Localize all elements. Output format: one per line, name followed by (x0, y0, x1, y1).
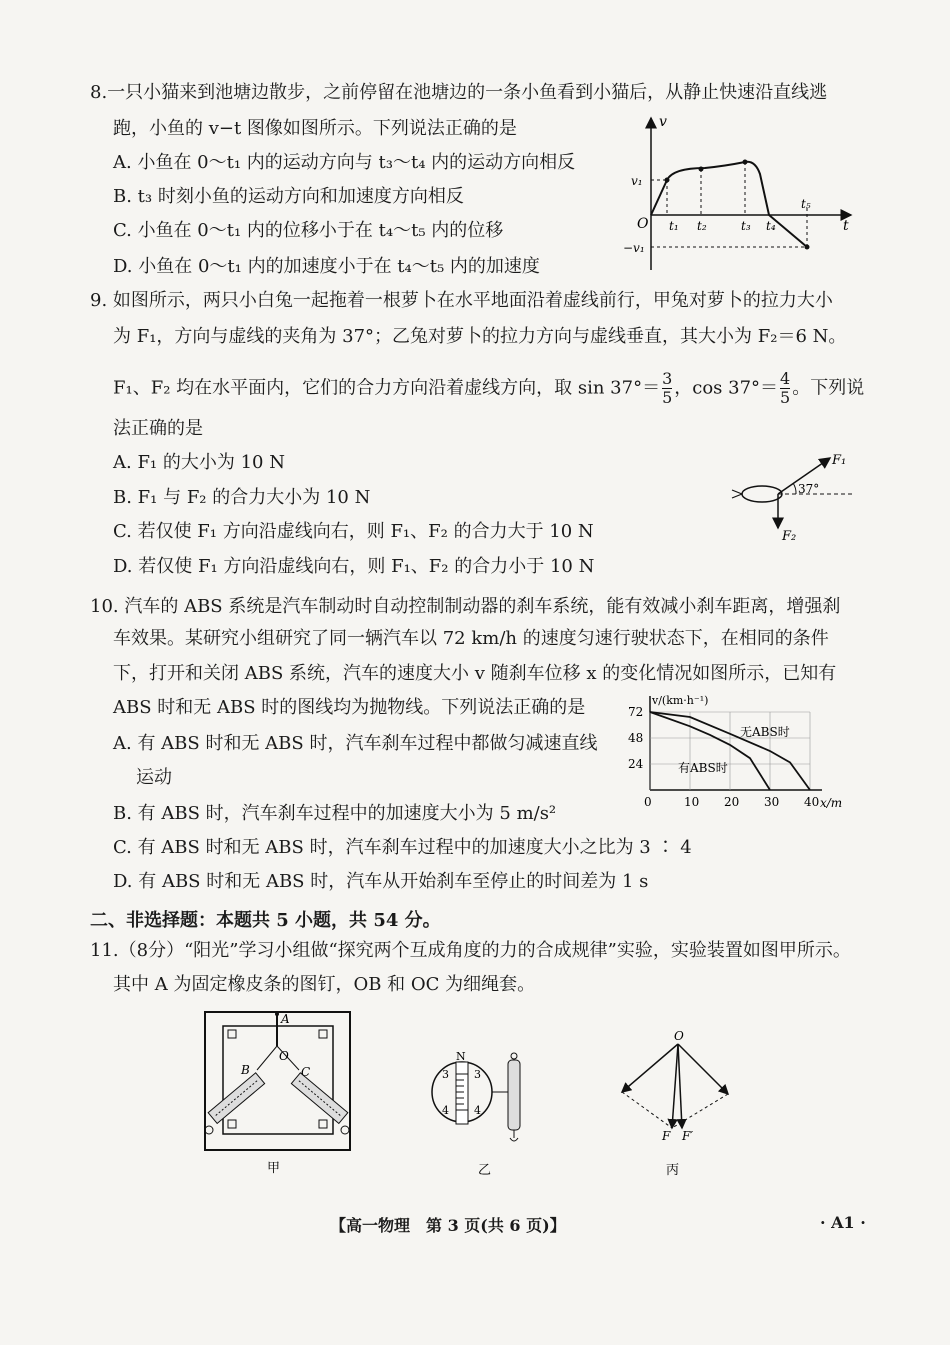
label-a: A (281, 1012, 290, 1026)
force-f (672, 1044, 678, 1128)
q9-stem-line2: 为 F₁，方向与虚线的夹角为 37°；乙兔对萝卜的拉力方向与虚线垂直，其大小为 F₂＝6 N。 (113, 326, 847, 347)
carrot-leaves-icon (732, 490, 742, 498)
q9-line3-part-c: 。下列说 (792, 377, 865, 399)
label-n: N (456, 1050, 466, 1063)
series-label-no-abs: 无ABS时 (740, 725, 790, 739)
q10-option-a: A. 有 ABS 时和无 ABS 时，汽车刹车过程中都做匀减速直线 (113, 733, 598, 754)
v1-label: v₁ (631, 174, 643, 188)
q10-stem-line2: 车效果。某研究小组研究了同一辆汽车以 72 km/h 的速度匀速行驶状态下，在相同的条件 (113, 628, 829, 649)
frac-cos-num: 4 (780, 369, 791, 388)
q9-stem-line4: 法正确的是 (113, 418, 203, 439)
q11-figure-yi (430, 1050, 540, 1178)
ring-right (341, 1126, 349, 1134)
q8-option-d: D. 小鱼在 0～t₁ 内的加速度小于在 t₄～t₅ 内的加速度 (113, 256, 540, 277)
caption-jia: 甲 (267, 1161, 281, 1176)
vt-curve (651, 162, 807, 247)
chart-xlabel: x/m (820, 796, 843, 810)
chart-ytick-label: 24 (628, 757, 644, 771)
label-f: F (662, 1129, 671, 1143)
chart-xtick-label: 30 (764, 795, 780, 809)
q9-fraction-cos (780, 370, 790, 407)
f1-label: F₁ (832, 453, 847, 468)
t2-label: t₂ (697, 219, 707, 233)
q9-option-c: C. 若仅使 F₁ 方向沿虚线向右，则 F₁、F₂ 的合力大于 10 N (113, 521, 594, 542)
string-ob (257, 1046, 277, 1070)
q10-stem-line1: 10. 汽车的 ABS 系统是汽车制动时自动控制制动器的刹车系统，能有效减小刹车距离，增强刹 (90, 596, 841, 617)
chart-xtick-label: 40 (804, 795, 820, 809)
spring-scale (508, 1060, 520, 1130)
q9-option-b: B. F₁ 与 F₂ 的合力大小为 10 N (113, 487, 371, 508)
t-axis-label: t (843, 218, 849, 234)
force-f-prime (678, 1044, 682, 1128)
chart-axes (650, 696, 822, 790)
t3-label: t₃ (741, 219, 751, 233)
chart-xtick-label: 20 (724, 795, 740, 809)
scale-4-right: 4 (474, 1104, 481, 1117)
q8-option-a: A. 小鱼在 0～t₁ 内的运动方向与 t₃～t₄ 内的运动方向相反 (113, 152, 576, 173)
origin-label: O (637, 216, 649, 232)
q8-option-b: B. t₃ 时刻小鱼的运动方向和加速度方向相反 (113, 186, 464, 207)
pin-tr (319, 1030, 327, 1038)
scale-zoom (456, 1062, 468, 1124)
q10-option-c: C. 有 ABS 时和无 ABS 时，汽车刹车过程中的加速度大小之比为 3 ∶ 4 (113, 837, 692, 858)
label-c: C (301, 1065, 311, 1079)
q9-option-a: A. F₁ 的大小为 10 N (113, 452, 285, 473)
ring-left (205, 1126, 213, 1134)
v-axis-label: v (659, 114, 667, 130)
label-f-prime: F′ (682, 1129, 694, 1143)
q8-option-c: C. 小鱼在 0～t₁ 内的位移小于在 t₄～t₅ 内的位移 (113, 220, 504, 241)
q10-option-b: B. 有 ABS 时，汽车刹车过程中的加速度大小为 5 m/s² (113, 803, 557, 824)
section-2-heading: 二、非选择题：本题共 5 小题，共 54 分。 (90, 910, 441, 931)
series-label-abs: 有ABS时 (678, 761, 728, 775)
frac-sin-num: 3 (662, 369, 673, 388)
q10-abs-chart (620, 692, 855, 812)
t5-label: t₅ (801, 197, 811, 211)
pin-tl (228, 1030, 236, 1038)
scale-3-right: 3 (474, 1068, 481, 1081)
q10-stem-line3: 下，打开和关闭 ABS 系统，汽车的速度大小 v 随刹车位移 x 的变化情况如图所示，已知有 (113, 663, 837, 684)
chart-ytick-label: 48 (628, 731, 644, 745)
q11-figure-bing (610, 1030, 740, 1178)
q11-figure-jia (195, 1008, 365, 1178)
scale-4-left: 4 (442, 1104, 449, 1117)
label-o: O (279, 1049, 289, 1063)
q10-option-d: D. 有 ABS 时和无 ABS 时，汽车从开始刹车至停止的时间差为 1 s (113, 871, 649, 892)
pin-br (319, 1120, 327, 1128)
q10-stem-line4: ABS 时和无 ABS 时的图线均为抛物线。下列说法正确的是 (113, 697, 586, 718)
spring-scale-b (208, 1073, 264, 1124)
q9-force-figure (728, 448, 856, 546)
frac-sin-den: 5 (662, 388, 673, 407)
point-t3 (743, 160, 748, 165)
pin-a (275, 1012, 279, 1016)
t4-label: t₄ (766, 219, 776, 233)
angle-arc (793, 483, 796, 494)
chart-xtick-label: 0 (644, 795, 652, 809)
frac-cos-den: 5 (780, 388, 791, 407)
label-b: B (241, 1063, 250, 1077)
carrot-icon (742, 486, 782, 502)
chart-ytick-label: 72 (628, 705, 644, 719)
q8-vt-graph (615, 112, 860, 274)
q8-stem-line2: 跑，小鱼的 v−t 图像如图所示。下列说法正确的是 (113, 118, 517, 139)
parallelogram-left (622, 1092, 672, 1128)
force-right (678, 1044, 728, 1094)
q11-stem-line1: 11.（8分）“阳光”学习小组做“探究两个互成角度的力的合成规律”实验，实验装置如图甲所示。 (90, 940, 851, 961)
scale-ring (511, 1053, 517, 1059)
caption-bing: 丙 (666, 1163, 680, 1178)
caption-yi: 乙 (478, 1163, 492, 1178)
point-t1 (665, 178, 670, 183)
footer-code: · A1 · (820, 1213, 866, 1232)
q10-option-a-cont: 运动 (136, 767, 172, 788)
chart-ticks (628, 705, 819, 809)
chart-xtick-label: 10 (684, 795, 700, 809)
footer-page-info: 【高一物理 第 3 页(共 6 页)】 (330, 1216, 566, 1235)
pin-bl (228, 1120, 236, 1128)
series-line-abs (650, 712, 770, 790)
q9-stem-line3 (113, 370, 864, 407)
chart-ylabel: v/(km·h⁻¹) (652, 694, 709, 707)
force-left (622, 1044, 678, 1092)
q8-stem-line1: 8.一只小猫来到池塘边散步，之前停留在池塘边的一条小鱼看到小猫后，从静止快速沿直线逃 (90, 82, 828, 103)
q9-fraction-sin (662, 370, 672, 407)
q9-option-d: D. 若仅使 F₁ 方向沿虚线向右，则 F₁、F₂ 的合力小于 10 N (113, 556, 595, 577)
scale-hook (510, 1130, 518, 1141)
label-o-bing: O (674, 1030, 684, 1043)
scale-3-left: 3 (442, 1068, 449, 1081)
q9-line3-part-b: ，cos 37°＝ (674, 377, 779, 399)
point-t5 (805, 245, 810, 250)
spring-scale-c (291, 1073, 347, 1124)
q9-line3-part-a: F₁、F₂ 均在水平面内，它们的合力方向沿着虚线方向，取 sin 37°＝ (113, 377, 661, 399)
f2-label: F₂ (782, 529, 797, 544)
t1-label: t₁ (669, 219, 679, 233)
neg-v1-label: −v₁ (623, 241, 645, 255)
point-t2 (699, 167, 704, 172)
q9-stem-line1: 9. 如图所示，两只小白兔一起拖着一根萝卜在水平地面沿着虚线前行，甲兔对萝卜的拉力大小 (90, 290, 833, 311)
angle-label: 37° (798, 482, 820, 496)
q11-stem-line2: 其中 A 为固定橡皮条的图钉，OB 和 OC 为细绳套。 (113, 974, 536, 995)
